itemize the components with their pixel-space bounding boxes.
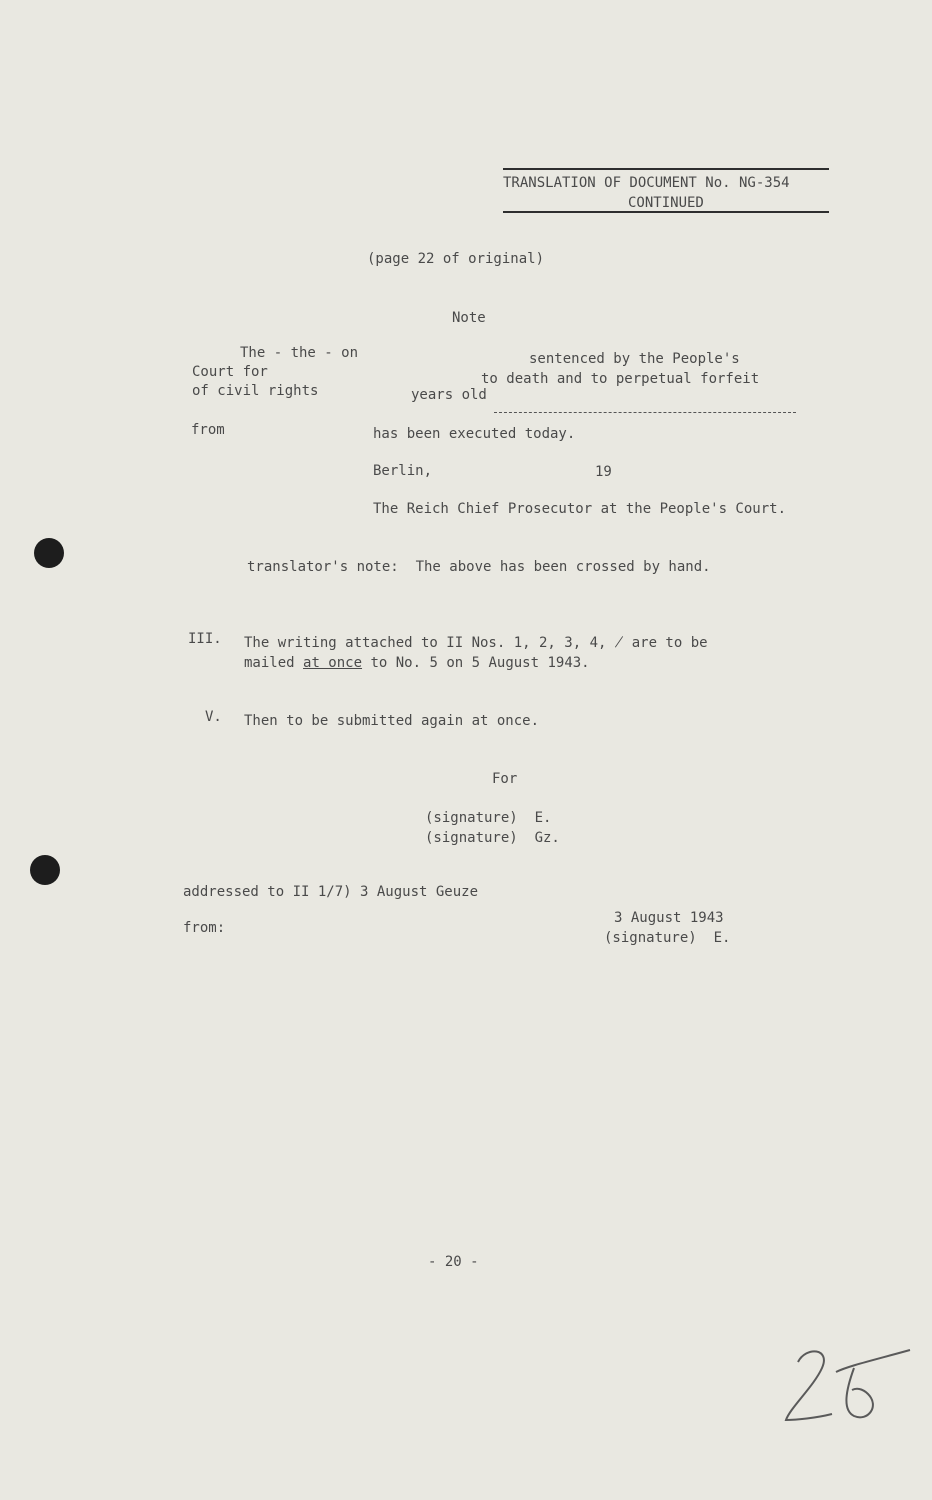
date-line: 3 August 1943 (614, 910, 724, 926)
section5-number: V. (205, 709, 222, 725)
header-top-rule (503, 168, 829, 170)
section3-underlined: at once (303, 655, 363, 671)
document-title: TRANSLATION OF DOCUMENT No. NG-354 (503, 175, 790, 191)
handwritten-page-number (776, 1340, 916, 1430)
section3-line2-pre: mailed (244, 655, 304, 671)
translator-note: translator's note: The above has been crossed by hand. (247, 559, 711, 575)
section3-line1: The writing attached to II Nos. 1, 2, 3, 4, ̸ are to be (244, 635, 708, 651)
header-bottom-rule (503, 211, 829, 213)
section3-number: III. (188, 631, 222, 647)
section3-line2 (244, 656, 590, 670)
note-heading: Note (452, 310, 486, 326)
date-signature: (signature) E. (604, 930, 731, 946)
blank-line (494, 412, 796, 413)
from-label: from (191, 422, 225, 438)
note-line2-left: Court for (192, 364, 268, 380)
section5-text: Then to be submitted again at once. (244, 713, 540, 729)
continued-label: CONTINUED (628, 195, 704, 211)
page-number: - 20 - (428, 1254, 479, 1270)
berlin-label: Berlin, (373, 463, 433, 479)
for-label: For (492, 771, 518, 787)
note-line2-right: to death and to perpetual forfeit (481, 371, 760, 387)
page-reference: (page 22 of original) (367, 251, 545, 267)
binder-hole-top (34, 538, 64, 568)
year-label: 19 (595, 464, 612, 480)
note-line1-left: The - the - on (240, 345, 359, 361)
signature-2: (signature) Gz. (425, 830, 560, 846)
executed-text: has been executed today. (373, 426, 576, 442)
note-line3-left: of civil rights (192, 383, 319, 399)
addressed-line: addressed to II 1/7) 3 August Geuze (183, 884, 479, 900)
prosecutor-line: The Reich Chief Prosecutor at the People's Court. (373, 501, 787, 517)
note-line3-mid: years old (411, 387, 487, 403)
from-colon-label: from: (183, 920, 226, 936)
signature-1: (signature) E. (425, 810, 552, 826)
note-line1-right: sentenced by the People's (529, 351, 740, 367)
section3-line2-post: to No. 5 on 5 August 1943. (362, 655, 590, 671)
binder-hole-bottom (30, 855, 60, 885)
